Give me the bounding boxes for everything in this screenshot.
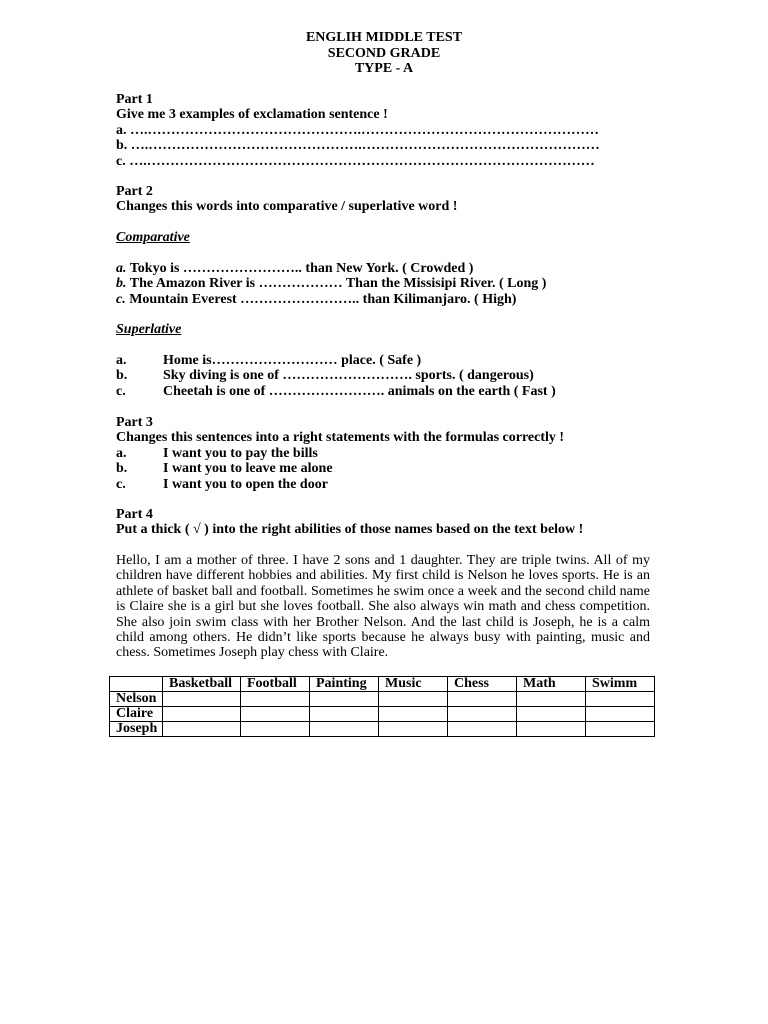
- part-4-section: [116, 507, 661, 538]
- table-row: [110, 692, 655, 707]
- answer-line-c: c. ….……………………………………………………………………………………: [116, 153, 595, 169]
- check-cell[interactable]: [586, 722, 655, 737]
- check-cell[interactable]: [448, 707, 517, 722]
- answer-line-a: a. ….……………………………………….……………………………………………: [116, 122, 599, 138]
- comparative-subsection: [116, 230, 661, 245]
- statement-item: [116, 446, 661, 461]
- part-4-instruction: Put a thick ( √ ) into the right abilities of those names based on the text below !: [116, 522, 584, 538]
- statement-item: [116, 461, 661, 476]
- check-cell[interactable]: [310, 722, 379, 737]
- table-row: [110, 722, 655, 737]
- item-letter: a.: [116, 445, 127, 461]
- item-letter: b.: [116, 368, 128, 384]
- test-header: [0, 30, 768, 77]
- item-text: Mountain Everest …………………….. than Kilimanjaro. ( High): [129, 291, 517, 307]
- part-4-heading: Part 4: [116, 507, 153, 522]
- item-text: The Amazon River is ……………… Than the Missisipi River. ( Long ): [129, 276, 547, 292]
- type-label: TYPE - A: [354, 61, 414, 76]
- part-1-heading: Part 1: [116, 92, 153, 107]
- row-name: Claire: [110, 707, 163, 722]
- table-row: [110, 707, 655, 722]
- part-3-heading: Part 3: [116, 415, 153, 430]
- part-2-instruction: Changes this words into comparative / superlative word !: [116, 199, 458, 215]
- item-letter: a.: [116, 353, 127, 368]
- column-header: Swimm: [586, 677, 655, 692]
- check-cell[interactable]: [586, 707, 655, 722]
- check-cell[interactable]: [241, 692, 310, 707]
- check-cell[interactable]: [163, 692, 241, 707]
- column-header: Football: [241, 677, 310, 692]
- comparative-label: Comparative: [116, 230, 190, 245]
- check-cell[interactable]: [517, 707, 586, 722]
- superlative-subsection: [116, 322, 661, 337]
- grade-label: SECOND GRADE: [327, 45, 441, 61]
- comparative-items: [116, 261, 661, 307]
- part-1-section: [116, 92, 661, 169]
- check-cell[interactable]: [310, 707, 379, 722]
- item-text: Cheetah is one of ……………………. animals on the earth ( Fast ): [163, 383, 556, 399]
- check-cell[interactable]: [379, 707, 448, 722]
- comparative-item: [116, 276, 661, 291]
- item-text: I want you to open the door: [163, 476, 328, 492]
- part-2-section: [116, 184, 661, 215]
- item-letter: a.: [116, 261, 127, 276]
- superlative-item: [116, 353, 661, 368]
- answer-line-b: b. ….……………………………………….……………………………………………: [116, 138, 600, 154]
- superlative-label: Superlative: [116, 322, 182, 337]
- column-header: Math: [517, 677, 586, 692]
- column-header: Music: [379, 677, 448, 692]
- check-cell[interactable]: [310, 692, 379, 707]
- check-cell[interactable]: [379, 722, 448, 737]
- item-text: Sky diving is one of ………………………. sports. ( dangerous): [163, 368, 534, 384]
- table-header-row: [110, 677, 655, 692]
- check-cell[interactable]: [448, 692, 517, 707]
- item-letter: c.: [116, 383, 126, 399]
- corner-cell: [110, 677, 163, 692]
- check-cell[interactable]: [379, 692, 448, 707]
- comparative-item: [116, 292, 661, 307]
- item-text: Home is……………………… place. ( Safe ): [163, 353, 422, 368]
- item-text: I want you to leave me alone: [163, 461, 333, 477]
- superlative-item: [116, 368, 661, 383]
- item-text: Tokyo is …………………….. than New York. ( Crowded ): [129, 261, 474, 276]
- reading-passage: Hello, I am a mother of three. I have 2 sons and 1 daughter. They are triple twins. All of my children have different hobbies and abilities. My first child is Nelson he loves sports. He is an athlete of basket ball and football. Sometimes he swim once a week and the second child name is Claire she is a girl but she loves football. She also always win math and chess competition. She also join swim class with her Brother Nelson. And the last child is Joseph, he is a calm child among others. He didn’t like sports because he always busy with painting, music and chess. Sometimes Joseph play chess with Claire.: [116, 553, 650, 661]
- part-1-instruction: Give me 3 examples of exclamation sentence !: [116, 107, 388, 123]
- column-header: Chess: [448, 677, 517, 692]
- item-letter: b.: [116, 461, 128, 477]
- check-cell[interactable]: [448, 722, 517, 737]
- statement-item: [116, 477, 661, 492]
- abilities-table: [109, 676, 655, 737]
- item-letter: c.: [116, 291, 126, 307]
- superlative-item: [116, 384, 661, 399]
- check-cell[interactable]: [517, 692, 586, 707]
- check-cell[interactable]: [586, 692, 655, 707]
- test-title: ENGLIH MIDDLE TEST: [305, 30, 463, 45]
- check-cell[interactable]: [241, 707, 310, 722]
- item-text: I want you to pay the bills: [163, 445, 318, 461]
- item-letter: b.: [116, 276, 127, 292]
- comparative-item: [116, 261, 661, 276]
- check-cell[interactable]: [241, 722, 310, 737]
- check-cell[interactable]: [163, 722, 241, 737]
- column-header: Basketball: [163, 677, 241, 692]
- superlative-items: [116, 353, 661, 399]
- column-header: Painting: [310, 677, 379, 692]
- row-name: Joseph: [110, 722, 163, 737]
- part-3-section: [116, 415, 661, 492]
- row-name: Nelson: [110, 692, 163, 707]
- check-cell[interactable]: [517, 722, 586, 737]
- check-cell[interactable]: [163, 707, 241, 722]
- part-3-instruction: Changes this sentences into a right statements with the formulas correctly !: [116, 430, 565, 446]
- item-letter: c.: [116, 476, 126, 492]
- part-2-heading: Part 2: [116, 184, 153, 199]
